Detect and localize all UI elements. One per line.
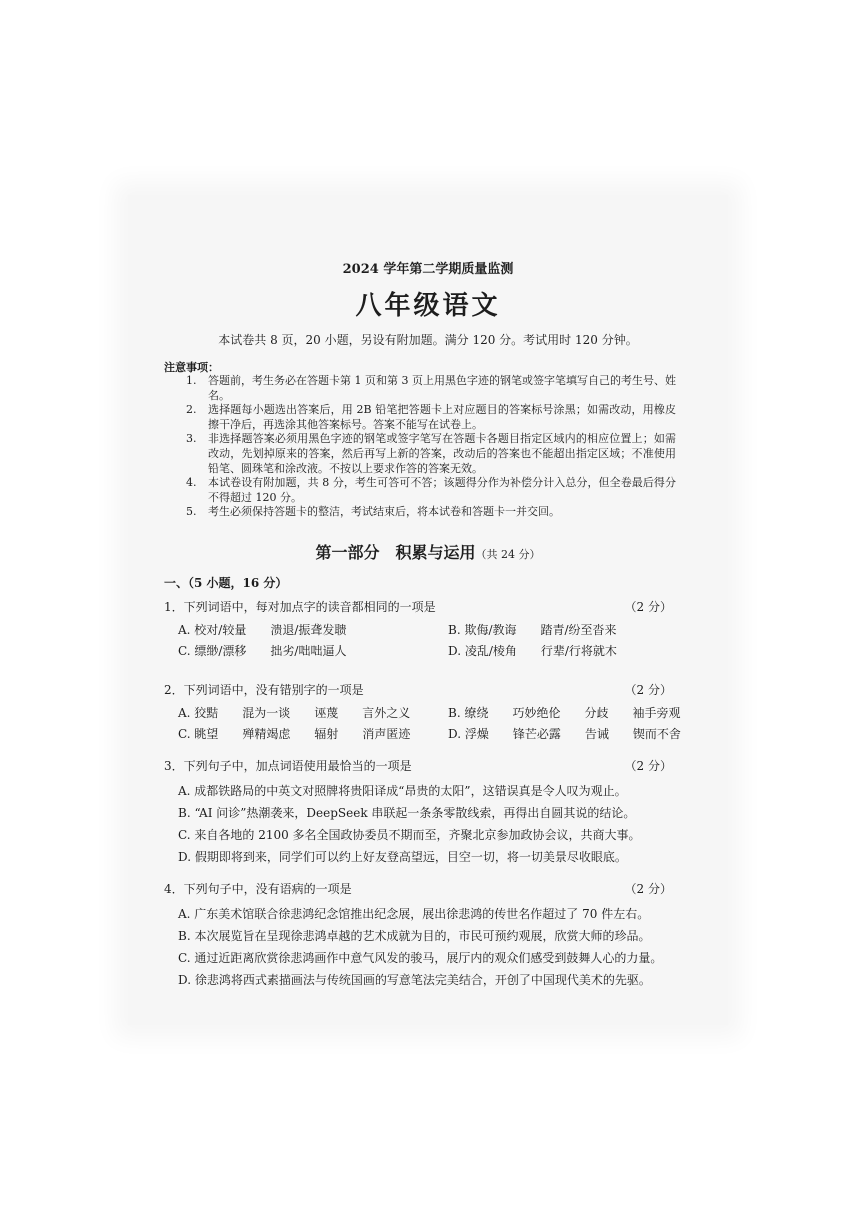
question-1: [164, 598, 672, 659]
notice-number: 1.: [186, 374, 197, 387]
sentence-d: D. 假期即将到来，同学们可以约上好友登高望远，目空一切，将一切美景尽收眼底。: [178, 850, 627, 864]
notice-item: [186, 432, 676, 476]
notice-text: 考生必须保持答题卡的整洁，考试结束后，将本试卷和答题卡一并交回。: [208, 505, 560, 519]
exam-title: 八年级语文: [355, 291, 501, 321]
sentence-a: A. 成都铁路局的中英文对照牌将贵阳译成“昂贵的太阳”，这错误真是令人叹为观止。: [178, 784, 627, 798]
notice-text: 答题前，考生务必在答题卡第 1 页和第 3 页上用黑色字迹的钢笔或签字笔填写自己的考生号、姓名。: [208, 374, 676, 402]
question-2: [164, 681, 681, 742]
option-b: B. 缭绕 巧妙绝伦 分歧 袖手旁观: [448, 706, 681, 720]
sentence-b: B. “AI 问诊”热潮袭来，DeepSeek 串联起一条条零散线索，再得出自圆其说的结论。: [178, 806, 636, 820]
part-title: 第一部分 积累与运用: [315, 543, 476, 562]
part-points: （共 24 分）: [475, 548, 541, 561]
question-4: [164, 880, 672, 991]
part-heading: [128, 540, 728, 563]
section-heading: 一、（5 小题，16 分）: [164, 576, 288, 590]
exam-subtitle: 2024 学年第二学期质量监测: [342, 262, 514, 277]
options-grid: [164, 704, 681, 742]
question-score: （2 分）: [624, 600, 672, 614]
sentence-b: B. 本次展览旨在呈现徐悲鸿卓越的艺术成就为目的，市民可预约观展，欣赏大师的珍品。: [178, 929, 651, 943]
sentence-list: [164, 780, 672, 868]
notice-list: [186, 374, 676, 520]
question-stem: 3．下列句子中，加点词语使用最恰当的一项是: [164, 759, 412, 773]
notice-number: 3.: [186, 432, 197, 446]
notice-text: 非选择题答案必须用黑色字迹的钢笔或签字笔写在答题卡各题目指定区域内的相应位置上；如需改动，先划掉原来的答案，然后再写上新的答案，改动后的答案也不能超出指定区域；不准使用铅笔、圆珠笔和涂改液。不按以上要求作答的答案无效。: [208, 432, 676, 475]
notice-number: 5.: [186, 505, 197, 519]
option-b: B. 欺侮/教诲 踏青/纷至沓来: [448, 623, 617, 637]
option-c: C. 缥缈/漂移 拙劣/咄咄逼人: [178, 644, 347, 658]
notice-item: [186, 374, 676, 403]
notice-item: [186, 505, 676, 520]
notice-item: [186, 403, 676, 432]
option-d: D. 浮燥 锋芒必露 告诫 锲而不舍: [448, 727, 681, 741]
question-stem: 1．下列词语中，每对加点字的读音都相同的一项是: [164, 600, 436, 614]
notice-item: [186, 476, 676, 505]
sentence-d: D. 徐悲鸿将西式素描画法与传统国画的写意笔法完美结合，开创了中国现代美术的先驱。: [178, 973, 651, 987]
notice-text: 选择题每小题选出答案后，用 2B 铅笔把答题卡上对应题目的答案标号涂黑；如需改动，用橡皮擦干净后，再选涂其他答案标号。答案不能写在试卷上。: [208, 403, 676, 431]
question-score: （2 分）: [624, 882, 672, 896]
notice-text: 本试卷设有附加题，共 8 分，考生可答可不答；该题得分作为补偿分计入总分，但全卷最后得分不得超过 120 分。: [208, 476, 676, 504]
question-score: （2 分）: [624, 683, 672, 697]
question-score: （2 分）: [624, 759, 672, 773]
notice-heading: 注意事项：: [164, 361, 219, 374]
question-stem: 4．下列句子中，没有语病的一项是: [164, 882, 352, 896]
option-d: D. 凌乱/棱角 行辈/行将就木: [448, 644, 617, 658]
option-a: A. 校对/较量 溃退/振聋发聩: [178, 623, 347, 637]
question-3: [164, 757, 672, 868]
notice-number: 2.: [186, 403, 197, 417]
question-stem: 2．下列词语中，没有错别字的一项是: [164, 683, 364, 697]
option-c: C. 眺望 殚精竭虑 辐射 消声匿迹: [178, 727, 411, 741]
option-a: A. 狡黠 混为一谈 诬蔑 言外之义: [178, 706, 411, 720]
notice-number: 4.: [186, 476, 197, 490]
options-grid: [164, 621, 672, 659]
sentence-c: C. 通过近距离欣赏徐悲鸿画作中意气风发的骏马，展厅内的观众们感受到鼓舞人心的力量。: [178, 951, 663, 965]
exam-intro: 本试卷共 8 页，20 小题，另设有附加题。满分 120 分。考试用时 120 分钟。: [218, 333, 638, 347]
sentence-list: [164, 903, 672, 991]
sentence-a: A. 广东美术馆联合徐悲鸿纪念馆推出纪念展，展出徐悲鸿的传世名作超过了 70 件左右。: [178, 907, 650, 921]
sentence-c: C. 来自各地的 2100 多名全国政协委员不期而至，齐聚北京参加政协会议，共商大事。: [178, 828, 641, 842]
